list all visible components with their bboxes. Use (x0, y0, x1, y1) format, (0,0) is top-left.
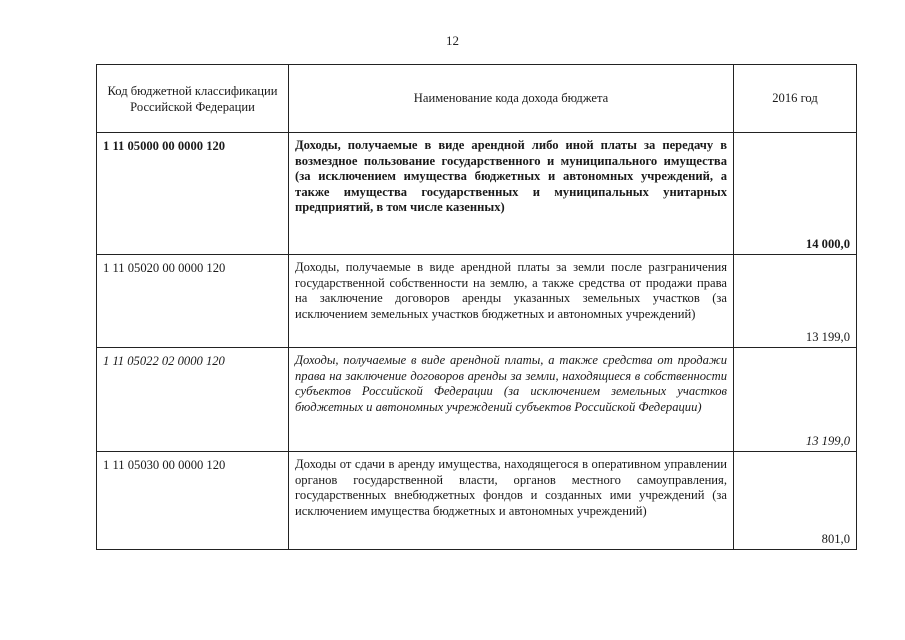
table-header-row (97, 65, 857, 133)
row-code: 1 11 05022 02 0000 120 (97, 348, 289, 452)
header-year-label: 2016 год (772, 90, 818, 105)
row-code: 1 11 05000 00 0000 120 (97, 133, 289, 255)
header-year (734, 65, 857, 133)
row-amount: 14 000,0 (734, 133, 857, 255)
row-name: Доходы, получаемые в виде арендной платы, а также средства от продажи права на заключение договоров аренды за земли, находящиеся в собственности субъектов Российской Федерации (за исключением земельных участков бюджетных и автономных учреждений субъектов Российской Федерации) (289, 348, 734, 452)
row-name: Доходы, получаемые в виде арендной либо иной платы за передачу в возмездное пользование государственного и муниципального имущества (за исключением имущества бюджетных и автономных учреждений, а также имущества государственных и муниципальных унитарных предприятий, в том числе казенных) (289, 133, 734, 255)
row-code: 1 11 05020 00 0000 120 (97, 255, 289, 348)
header-code (97, 65, 289, 133)
row-name: Доходы от сдачи в аренду имущества, находящегося в оперативном управлении органов государственной власти, органов местного самоуправления, государственных внебюджетных фондов и созданных ими учреждений (за исключением имущества бюджетных и автономных учреждений) (289, 452, 734, 550)
table-row (97, 452, 857, 550)
row-amount: 13 199,0 (734, 348, 857, 452)
table-row (97, 133, 857, 255)
page-number: 12 (446, 33, 459, 48)
row-amount: 13 199,0 (734, 255, 857, 348)
header-name-label: Наименование кода дохода бюджета (413, 90, 609, 105)
row-amount: 801,0 (734, 452, 857, 550)
table-row (97, 348, 857, 452)
table-row (97, 255, 857, 348)
budget-revenue-table (96, 64, 857, 550)
header-name (289, 65, 734, 133)
row-name: Доходы, получаемые в виде арендной платы за земли после разграничения государственной собственности на землю, а также средства от продажи права на заключение договоров аренды указанных земельных участков (за исключением земельных участков бюджетных и автономных учреждений) (289, 255, 734, 348)
row-code: 1 11 05030 00 0000 120 (97, 452, 289, 550)
header-code-label: Код бюджетной классификации Российской Федерации (107, 83, 278, 114)
